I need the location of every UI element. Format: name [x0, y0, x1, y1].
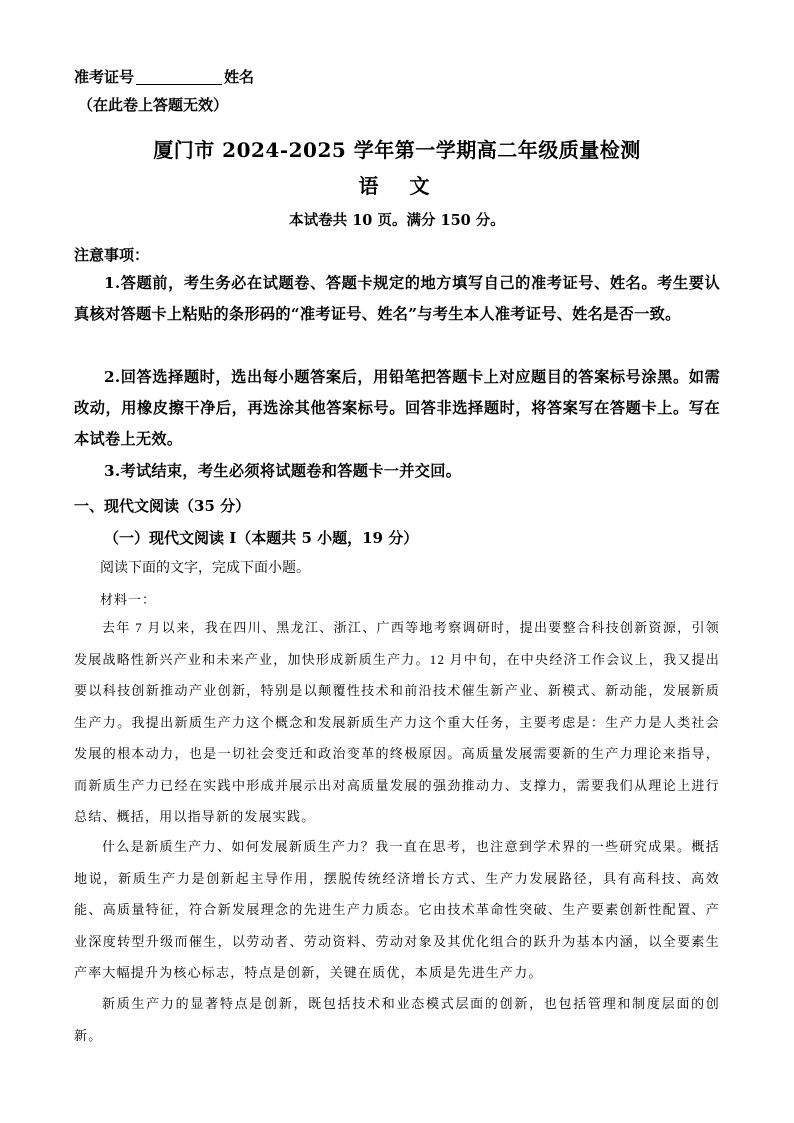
- notice-item: 3.考试结束，考生必须将试题卷和答题卡一并交回。: [104, 462, 462, 480]
- reading-instruction: 阅读下面的文字，完成下面小题。: [100, 560, 310, 576]
- material-paragraph: 什么是新质生产力、如何发展新质生产力？我一直在思考，也注意到学术界的一些研究成果。概括地说，新质生产力是创新起主导作用，摆脱传统经济增长方式、生产力发展路径，具有高科技、高效能、高质量特征，符合新发展理念的先进生产力质态。它由技术革命性突破、生产要素创新性配置、产业深度转型升级而催生，以劳动者、劳动资料、劳动对象及其优化组合的跃升为基本内涵，以全要素生产率大幅提升为核心标志，特点是创新，关键在质优，本质是先进生产力。: [74, 839, 720, 980]
- subsection-heading: （一）现代文阅读 I（本题共 5 小题，19 分）: [104, 529, 419, 547]
- subject-title: 语 文: [358, 174, 442, 198]
- exam-summary: 本试卷共 10 页。满分 150 分。: [289, 212, 505, 229]
- notice-item: 2.回答选择题时，选出每小题答案后，用铅笔把答题卡上对应题目的答案标号涂黑。如需改动，用橡皮擦干净后，再选涂其他答案标号。回答非选择题时，将答案写在答题卡上。写在本试卷上无效。: [74, 368, 720, 448]
- material-paragraph: 新质生产力的显著特点是创新，既包括技术和业态模式层面的创新，也包括管理和制度层面的创新。: [74, 996, 720, 1043]
- notice-heading: 注意事项：: [74, 246, 150, 264]
- invalid-note: （在此卷上答题无效）: [78, 96, 229, 114]
- material-label: 材料一：: [100, 593, 157, 608]
- exam-id-blank: [136, 70, 222, 85]
- name-label: 姓名: [224, 68, 255, 86]
- exam-id-label: 准考证号: [74, 68, 135, 86]
- page-title: 厦门市 2024-2025 学年第一学期高二年级质量检测: [153, 138, 641, 162]
- section-heading: 一、现代文阅读（35 分）: [74, 497, 251, 515]
- material-paragraph: 去年 7 月以来，我在四川、黑龙江、浙江、广西等地考察调研时，提出要整合科技创新资源，引领发展战略性新兴产业和未来产业，加快形成新质生产力。12 月中旬，在中央经济工作会议上，我又提出要以科技创新推动产业创新，特别是以颠覆性技术和前沿技术催生新产业、新模式、新动能，发展新质生产力。我提出新质生产力这个概念和发展新质生产力这个重大任务，主要考虑是：生产力是人类社会发展的根本动力，也是一切社会变迁和政治变革的终极原因。高质量发展需要新的生产力理论来指导，而新质生产力已经在实践中形成并展示出对高质量发展的强劲推动力、支撑力，需要我们从理论上进行总结、概括，用以指导新的发展实践。: [74, 620, 720, 824]
- notice-item: 1.答题前，考生务必在试题卷、答题卡规定的地方填写自己的准考证号、姓名。考生要认真核对答题卡上粘贴的条形码的“准考证号、姓名”与考生本人准考证号、姓名是否一致。: [74, 274, 720, 323]
- exam-id-row: [74, 66, 254, 87]
